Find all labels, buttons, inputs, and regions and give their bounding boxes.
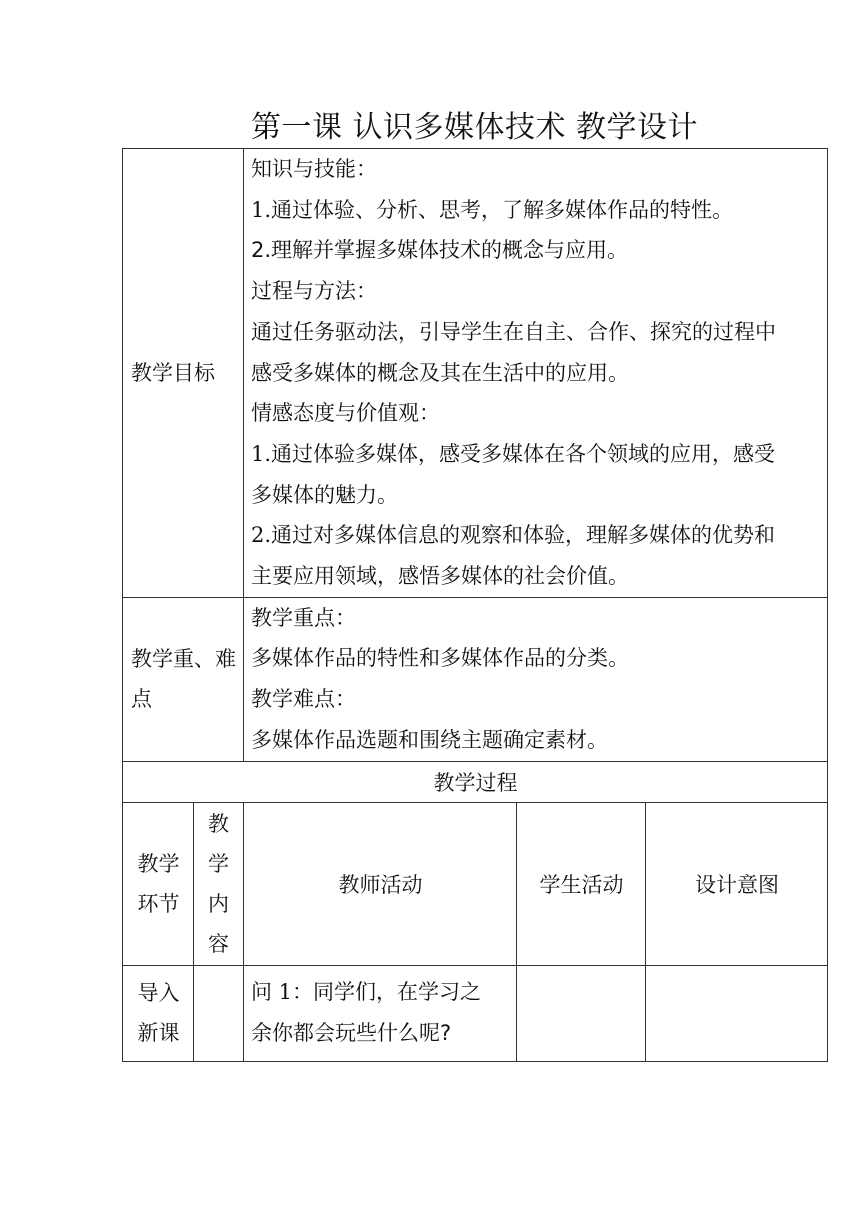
student-activity-cell [517,965,646,1061]
key-points-label-line1: 教学重、难 [131,647,236,672]
key-points-line: 多媒体作品的特性和多媒体作品的分类。 [251,646,629,671]
objectives-line: 多媒体的魅力。 [251,482,398,507]
key-points-row [123,597,828,761]
design-intent-cell [646,965,828,1061]
objectives-row [123,149,828,598]
objectives-line: 情感态度与价值观： [251,401,440,426]
column-stage [123,802,194,965]
column-content-char: 内 [208,891,229,916]
column-content [194,802,244,965]
key-points-content [244,597,828,761]
objectives-line: 1.通过体验、分析、思考，了解多媒体作品的特性。 [251,197,734,222]
teacher-activity-line2: 余你都会玩些什么呢? [251,1021,452,1046]
column-stage-line2: 环节 [137,891,180,916]
objectives-content [244,149,828,598]
process-header-row [123,761,828,802]
stage-cell [123,965,194,1061]
key-points-label [123,597,244,761]
objectives-line: 感受多媒体的概念及其在生活中的应用。 [251,360,629,385]
key-points-line: 多媒体作品选题和围绕主题确定素材。 [251,727,608,752]
objectives-line: 过程与方法： [251,279,377,304]
process-header: 教学过程 [123,761,828,802]
objectives-line: 主要应用领域，感悟多媒体的社会价值。 [251,564,629,589]
objectives-line: 2.通过对多媒体信息的观察和体验，理解多媒体的优势和 [251,523,776,548]
column-stage-line1: 教学 [137,851,180,876]
objectives-line: 1.通过体验多媒体，感受多媒体在各个领域的应用，感受 [251,441,776,466]
lesson-plan-table [122,148,828,1062]
content-cell [194,965,244,1061]
column-content-char: 教 [208,811,229,836]
stage-line2: 新课 [137,1021,180,1046]
column-content-char: 容 [208,931,229,956]
objectives-line: 知识与技能： [251,157,377,181]
objectives-label: 教学目标 [123,149,244,598]
teacher-activity-line1: 问 1：同学们，在学习之 [251,980,482,1005]
teacher-activity-cell [244,965,517,1061]
column-content-char: 学 [208,851,229,876]
column-student: 学生活动 [517,802,646,965]
column-teacher: 教师活动 [244,802,517,965]
objectives-line: 通过任务驱动法，引导学生在自主、合作、探究的过程中 [251,319,776,344]
process-columns-row [123,802,828,965]
objectives-line: 2.理解并掌握多媒体技术的概念与应用。 [251,238,629,263]
process-row-intro [123,965,828,1061]
stage-line1: 导入 [137,981,180,1006]
key-points-line: 教学重点： [251,605,356,630]
column-design: 设计意图 [646,802,828,965]
key-points-line: 教学难点： [251,687,356,712]
document-title: 第一课 认识多媒体技术 教学设计 [250,110,699,145]
key-points-label-line2: 点 [131,687,152,712]
